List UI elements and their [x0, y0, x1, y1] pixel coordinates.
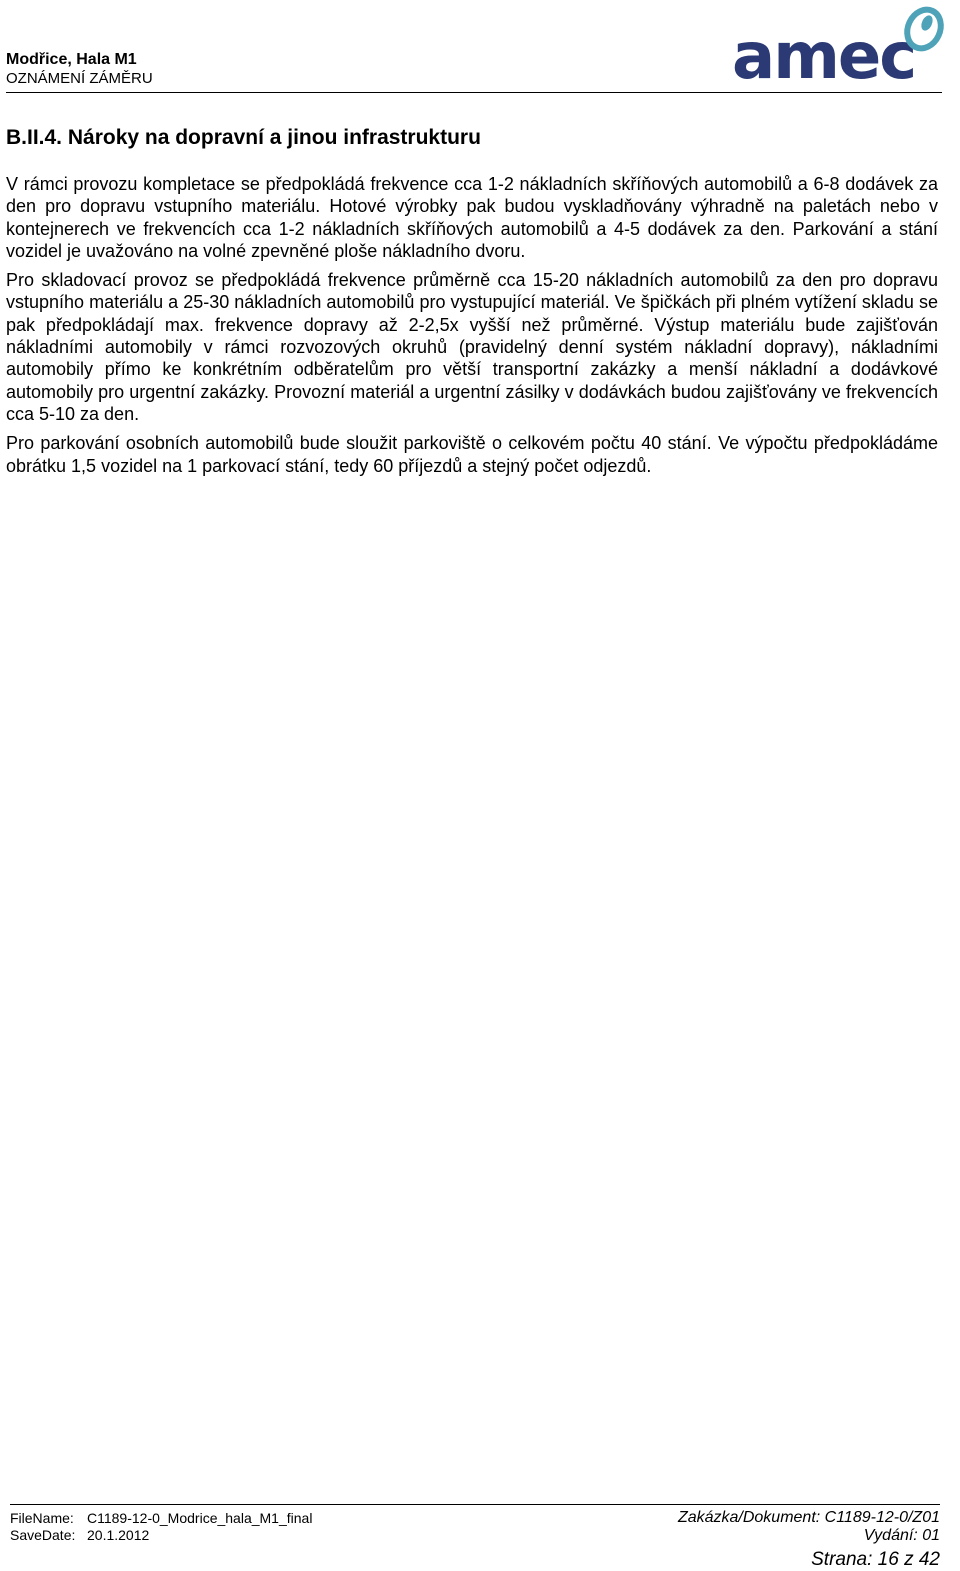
- paragraph-freight-assembly: V rámci provozu kompletace se předpokládá frekvence cca 1-2 nákladních skříňových automobilů a 6-8 dodávek za den pro dopravu vstupního materiálu. Hotové výrobky pak budou vyskladňovány výhradně na paletách nebo v kontejnerech ve frekvencích cca 1-2 nákladních skříňových automobilů a 4-5 dodávek za den. Parkování a stání vozidel je uvažováno na volné zpevněné ploše nákladního dvoru.: [6, 174, 938, 261]
- footer-filename-row: [10, 1510, 312, 1527]
- footer-page-number: Strana: 16 z 42: [811, 1549, 940, 1570]
- amec-logo: [730, 2, 950, 86]
- header-title: Modřice, Hala M1: [6, 51, 137, 68]
- footer-savedate-label: SaveDate:: [10, 1527, 76, 1543]
- footer-document-id: Zakázka/Dokument: C1189-12-0/Z01: [677, 1509, 940, 1526]
- footer-savedate-row: [10, 1527, 312, 1544]
- footer-filename-label: FileName:: [10, 1510, 74, 1526]
- footer-document-info: [678, 1509, 940, 1545]
- footer-file-info: [10, 1510, 312, 1544]
- page-header: [6, 0, 942, 93]
- paragraph-freight-warehouse: Pro skladovací provoz se předpokládá frekvence průměrně cca 15-20 nákladních automobilů za den pro dopravu vstupního materiálu a 25-30 nákladních automobilů pro vystupující materiál. Ve špičkách při plném vytížení skladu se pak předpokládají max. frekvence dopravy až 2-2,5x vyšší než průměrné. Výstup materiálu bude zajišťován nákladními automobily v rámci rozvozových okruhů (pravidelný denní systém nákladní dopravy), nákladními automobily přímo ke konkrétním odběratelům pro větší transportní zakázky a menší nákladní a dodávkové automobily pro urgentní zakázky. Provozní materiál a urgentní zásilky v dodávkách budou zajišťovány ve frekvencích cca 5-10 za den.: [6, 270, 938, 424]
- paragraph-parking: Pro parkování osobních automobilů bude sloužit parkoviště o celkovém počtu 40 stání. Ve výpočtu předpokládáme obrátku 1,5 vozidel na 1 parkovací stání, tedy 60 příjezdů a stejný počet odjezdů.: [6, 433, 938, 476]
- header-subtitle: OZNÁMENÍ ZÁMĚRU: [6, 70, 153, 87]
- section-body: [6, 173, 938, 484]
- footer-filename-value: C1189-12-0_Modrice_hala_M1_final: [87, 1510, 313, 1526]
- footer-savedate-value: 20.1.2012: [87, 1527, 150, 1543]
- page-footer: [10, 1504, 940, 1569]
- section-title: B.II.4. Nároky na dopravní a jinou infrastrukturu: [6, 126, 481, 149]
- logo-text: amec: [732, 20, 916, 86]
- footer-issue: Vydání: 01: [863, 1527, 940, 1544]
